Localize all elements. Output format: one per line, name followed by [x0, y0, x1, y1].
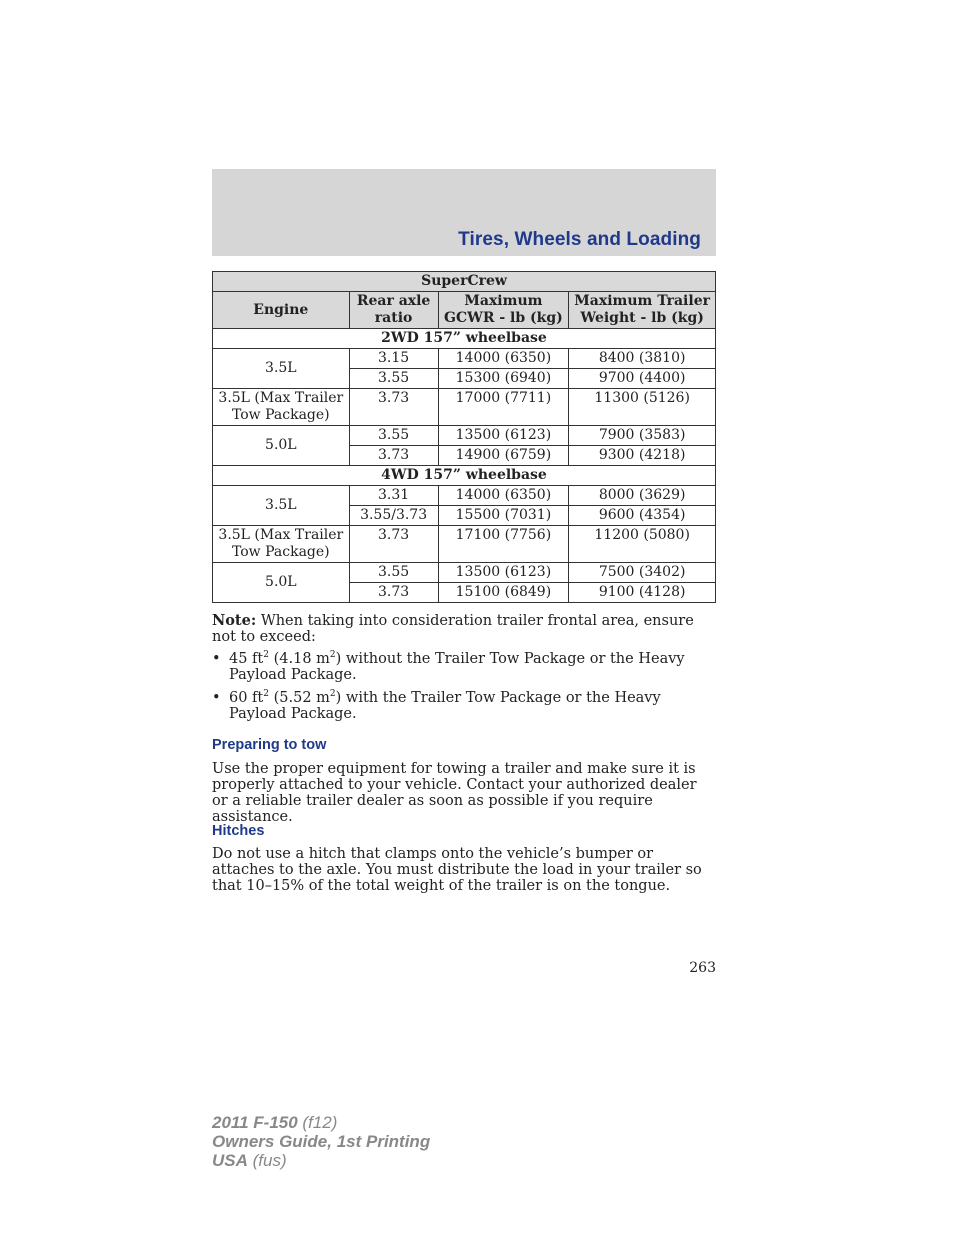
table-row	[213, 389, 716, 426]
towing-spec-table	[212, 271, 716, 603]
list-item: • 60 $ft^2$ (5.52 $m^2$) with the Trailer Tow Package or the Heavy Payload Package.	[212, 689, 661, 722]
gcwr-cell: 14000 (6350)	[438, 349, 569, 369]
table-title-row	[213, 272, 716, 292]
column-header-trailer-weight: Maximum Trailer Weight - lb (kg)	[569, 292, 716, 329]
note-text: When taking into consideration trailer frontal area, ensure not to exceed:	[212, 613, 694, 645]
wheelbase-group-label: 2WD 157” wheelbase	[213, 329, 716, 349]
engine-cell: 5.0L	[213, 426, 350, 466]
engine-cell: 3.5L	[213, 349, 350, 389]
document-footer: 2011 F-150 (f12) Owners Guide, 1st Printing USA (fus)	[212, 1113, 431, 1170]
column-header-engine: Engine	[213, 292, 350, 329]
table-row	[213, 526, 716, 563]
hitches-paragraph: Do not use a hitch that clamps onto the vehicle’s bumper or attaches to the axle. You must distribute the load in your trailer so that 10–15% of the total weight of the trailer is on the tongue.	[212, 846, 702, 894]
frontal-area-list	[212, 651, 716, 729]
bullet-icon: •	[212, 651, 221, 667]
page-number: 263	[689, 960, 716, 976]
axle-ratio-cell: 3.55	[349, 426, 438, 446]
bullet-icon: •	[212, 690, 221, 706]
column-header-axle-ratio: Rear axle ratio	[349, 292, 438, 329]
section-title: Tires, Wheels and Loading	[458, 229, 701, 250]
table-group-row	[213, 329, 716, 349]
gcwr-cell: 17000 (7711)	[438, 389, 569, 426]
trailer-weight-cell: 9300 (4218)	[569, 446, 716, 466]
axle-ratio-cell: 3.15	[349, 349, 438, 369]
heading-preparing-to-tow: Preparing to tow	[212, 737, 327, 753]
trailer-weight-cell: 8400 (3810)	[569, 349, 716, 369]
section-header-band	[212, 169, 716, 256]
axle-ratio-cell: 3.73	[349, 526, 438, 563]
gcwr-cell: 14900 (6759)	[438, 446, 569, 466]
axle-ratio-cell: 3.73	[349, 389, 438, 426]
wheelbase-group-label: 4WD 157” wheelbase	[213, 466, 716, 486]
table-header-row	[213, 292, 716, 329]
engine-cell: 3.5L	[213, 486, 350, 526]
table-group-row	[213, 466, 716, 486]
gcwr-cell: 14000 (6350)	[438, 486, 569, 506]
gcwr-cell: 13500 (6123)	[438, 426, 569, 446]
axle-ratio-cell: 3.73	[349, 583, 438, 603]
table-row	[213, 563, 716, 583]
axle-ratio-cell: 3.55	[349, 563, 438, 583]
heading-hitches: Hitches	[212, 823, 265, 839]
trailer-weight-cell: 9700 (4400)	[569, 369, 716, 389]
trailer-weight-cell: 7500 (3402)	[569, 563, 716, 583]
table-title: SuperCrew	[213, 272, 716, 292]
gcwr-cell: 15300 (6940)	[438, 369, 569, 389]
list-item: • 45 $ft^2$ (4.18 $m^2$) without the Trailer Tow Package or the Heavy Payload Package.	[212, 650, 685, 683]
trailer-weight-cell: 8000 (3629)	[569, 486, 716, 506]
gcwr-cell: 15500 (7031)	[438, 506, 569, 526]
engine-cell: 3.5L (Max Trailer Tow Package)	[213, 389, 350, 426]
trailer-weight-cell: 9600 (4354)	[569, 506, 716, 526]
table-row	[213, 426, 716, 446]
gcwr-cell: 15100 (6849)	[438, 583, 569, 603]
note-label: Note:	[212, 612, 257, 629]
axle-ratio-cell: 3.55/3.73	[349, 506, 438, 526]
trailer-weight-cell: 9100 (4128)	[569, 583, 716, 603]
preparing-paragraph: Use the proper equipment for towing a trailer and make sure it is properly attached to your vehicle. Contact your authorized dealer or a reliable trailer dealer as soon as possible if you require assistance.	[212, 761, 697, 825]
gcwr-cell: 13500 (6123)	[438, 563, 569, 583]
note-paragraph	[212, 613, 716, 645]
trailer-weight-cell: 11200 (5080)	[569, 526, 716, 563]
table-row	[213, 486, 716, 506]
engine-cell: 3.5L (Max Trailer Tow Package)	[213, 526, 350, 563]
axle-ratio-cell: 3.73	[349, 446, 438, 466]
engine-cell: 5.0L	[213, 563, 350, 603]
table-row	[213, 349, 716, 369]
gcwr-cell: 17100 (7756)	[438, 526, 569, 563]
trailer-weight-cell: 7900 (3583)	[569, 426, 716, 446]
axle-ratio-cell: 3.31	[349, 486, 438, 506]
column-header-gcwr: Maximum GCWR - lb (kg)	[438, 292, 569, 329]
trailer-weight-cell: 11300 (5126)	[569, 389, 716, 426]
table-body	[213, 329, 716, 603]
axle-ratio-cell: 3.55	[349, 369, 438, 389]
